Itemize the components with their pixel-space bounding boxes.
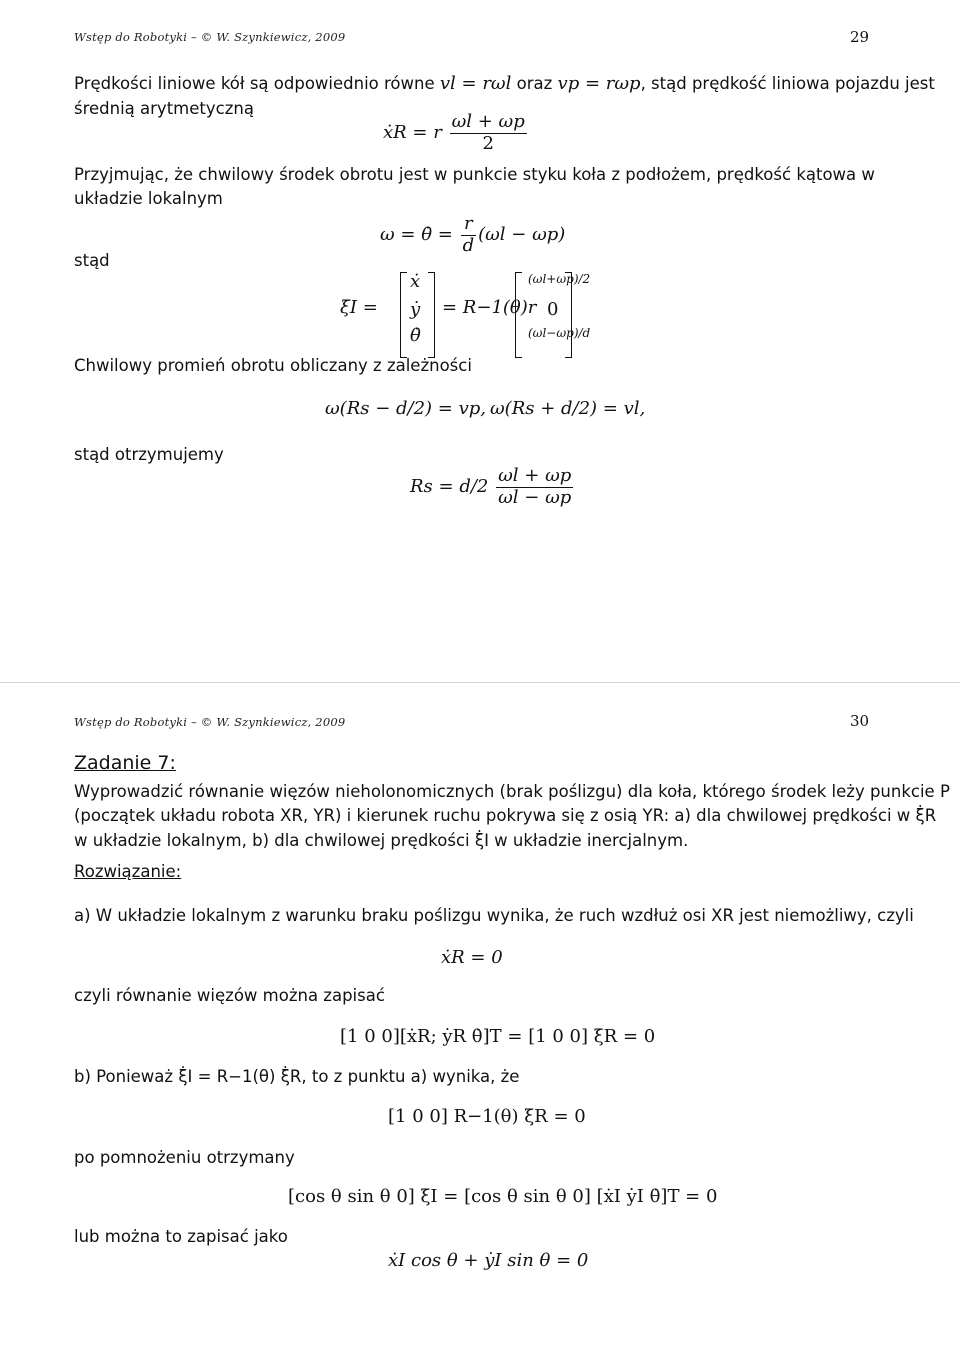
page-number: 30 bbox=[850, 712, 870, 730]
solution-heading: Rozwiązanie: bbox=[74, 862, 182, 881]
vector-entry: ẋ bbox=[410, 271, 421, 292]
equation-vl: vl = rωl bbox=[439, 73, 512, 94]
task-text-line: Wyprowadzić równanie więzów nieholonomicznych (brak poślizgu) dla koła, którego środek leży punkcie P bbox=[74, 782, 950, 801]
text-stad: stąd bbox=[74, 251, 110, 270]
equation-angular-velocity: ω = θ̇ = $\frac{r}{d}$ (ωl − ωp) bbox=[380, 213, 566, 256]
equation-vp: vp = rωp bbox=[557, 73, 641, 94]
bracket-right bbox=[565, 272, 572, 358]
equation-rs-2: ω(Rs + d/2) = vl, bbox=[490, 398, 646, 419]
equation-b3: ẋI cos θ + ẏI sin θ = 0 bbox=[388, 1250, 589, 1271]
vector-entry: (ωl−ωp)/d bbox=[528, 326, 591, 340]
solution-part-b: b) Ponieważ ξ̇I = R−1(θ) ξ̇R, to z punktu a) wynika, że bbox=[74, 1067, 520, 1086]
paragraph-rotation-center: Przyjmując, że chwilowy środek obrotu jest w punkcie styku koła z podłożem, prędkość kątowa w układzie lokalnym bbox=[74, 165, 875, 208]
equation-a2: [1 0 0][ẋR; ẏR θ̇]T = [1 0 0] ξ̇R = 0 bbox=[340, 1026, 656, 1047]
equation-rs-1: ω(Rs − d/2) = vp, bbox=[325, 398, 487, 419]
task-text-line: w układzie lokalnym, b) dla chwilowej prędkości ξ̇I w układzie inercjalnym. bbox=[74, 831, 689, 850]
text-stad-otrzymujemy: stąd otrzymujemy bbox=[74, 445, 224, 464]
vector-entry: θ̇ bbox=[410, 325, 421, 346]
text-alternative: lub można to zapisać jako bbox=[74, 1227, 288, 1246]
solution-part-a: a) W układzie lokalnym z warunku braku poślizgu wynika, że ruch wzdłuż osi XR jest niemożliwy, czyli bbox=[74, 906, 914, 925]
vector-entry: 0 bbox=[547, 299, 559, 320]
vector-entry: (ωl+ωp)/2 bbox=[528, 272, 591, 286]
equation-linear-velocity: ẋR = r $\frac{\omega l + \omega p}{2}$ bbox=[383, 111, 525, 154]
bracket-left bbox=[515, 272, 522, 358]
running-header: Wstęp do Robotyki – © W. Szynkiewicz, 2009 bbox=[74, 715, 346, 729]
vector-entry: ẏ bbox=[410, 299, 421, 320]
equation-b2: [cos θ sin θ 0] ξ̇I = [cos θ sin θ 0] [ẋI ẏI θ̇]T = 0 bbox=[288, 1186, 718, 1207]
paragraph-wheel-speeds: Prędkości liniowe kół są odpowiednio równe vl = rωl oraz vp = rωp, stąd prędkość liniowa pojazdu jest bbox=[74, 73, 935, 94]
task-heading: Zadanie 7: bbox=[74, 752, 176, 774]
page-number: 29 bbox=[850, 28, 870, 46]
paragraph-line: średnią arytmetyczną bbox=[74, 99, 254, 118]
text-constraint: czyli równanie więzów można zapisać bbox=[74, 986, 385, 1005]
paragraph-radius: Chwilowy promień obrotu obliczany z zależności bbox=[74, 356, 472, 375]
text-after-multiplication: po pomnożeniu otrzymany bbox=[74, 1148, 295, 1167]
page-separator bbox=[0, 682, 960, 683]
equation-b1: [1 0 0] R−1(θ) ξ̇R = 0 bbox=[388, 1106, 586, 1127]
bracket-right bbox=[428, 272, 435, 358]
task-text-line: (początek układu robota XR, YR) i kierunek ruchu pokrywa się z osią YR: a) dla chwilowej prędkości w ξ̇R bbox=[74, 806, 937, 825]
running-header: Wstęp do Robotyki – © W. Szynkiewicz, 2009 bbox=[74, 30, 346, 44]
slide-page-30 bbox=[0, 684, 960, 1367]
equation-a1: ẋR = 0 bbox=[441, 947, 503, 968]
slide-page-29: Wstęp do Robotyki – © W. Szynkiewicz, 2009 29 Prędkości liniowe kół są odpowiednio równe vl = rωl oraz vp = rωp, stąd prędkość liniowa pojazdu jest średnią arytmetyczną ẋR = r $\frac{\omega l + \omega p}{2}$ Przyjmując, że chwilowy środek obrotu jest w punkcie styku koła z podłożem, prędkość kątowa w układzie lokalnym ω = θ̇ = $\frac{r}{d}$ (ωl − ωp) stąd ξ̇I = ẋ ẏ θ̇ = R−1(θ)r (ωl+ωp)/2 0 (ωl−ωp)/d Chwilowy promień obrotu obliczany z zależności ω(Rs − d/2) = vp, ω(Rs + d/2) = vl, stąd otrzymujemy Rs = d/2 $\frac{\omega l + \omega p}{\omega l - \omega p}$ bbox=[0, 0, 960, 683]
bracket-left bbox=[400, 272, 407, 358]
equation-rs-final: Rs = d/2 $\frac{\omega l + \omega p}{\omega l - \omega p}$ bbox=[410, 465, 572, 508]
